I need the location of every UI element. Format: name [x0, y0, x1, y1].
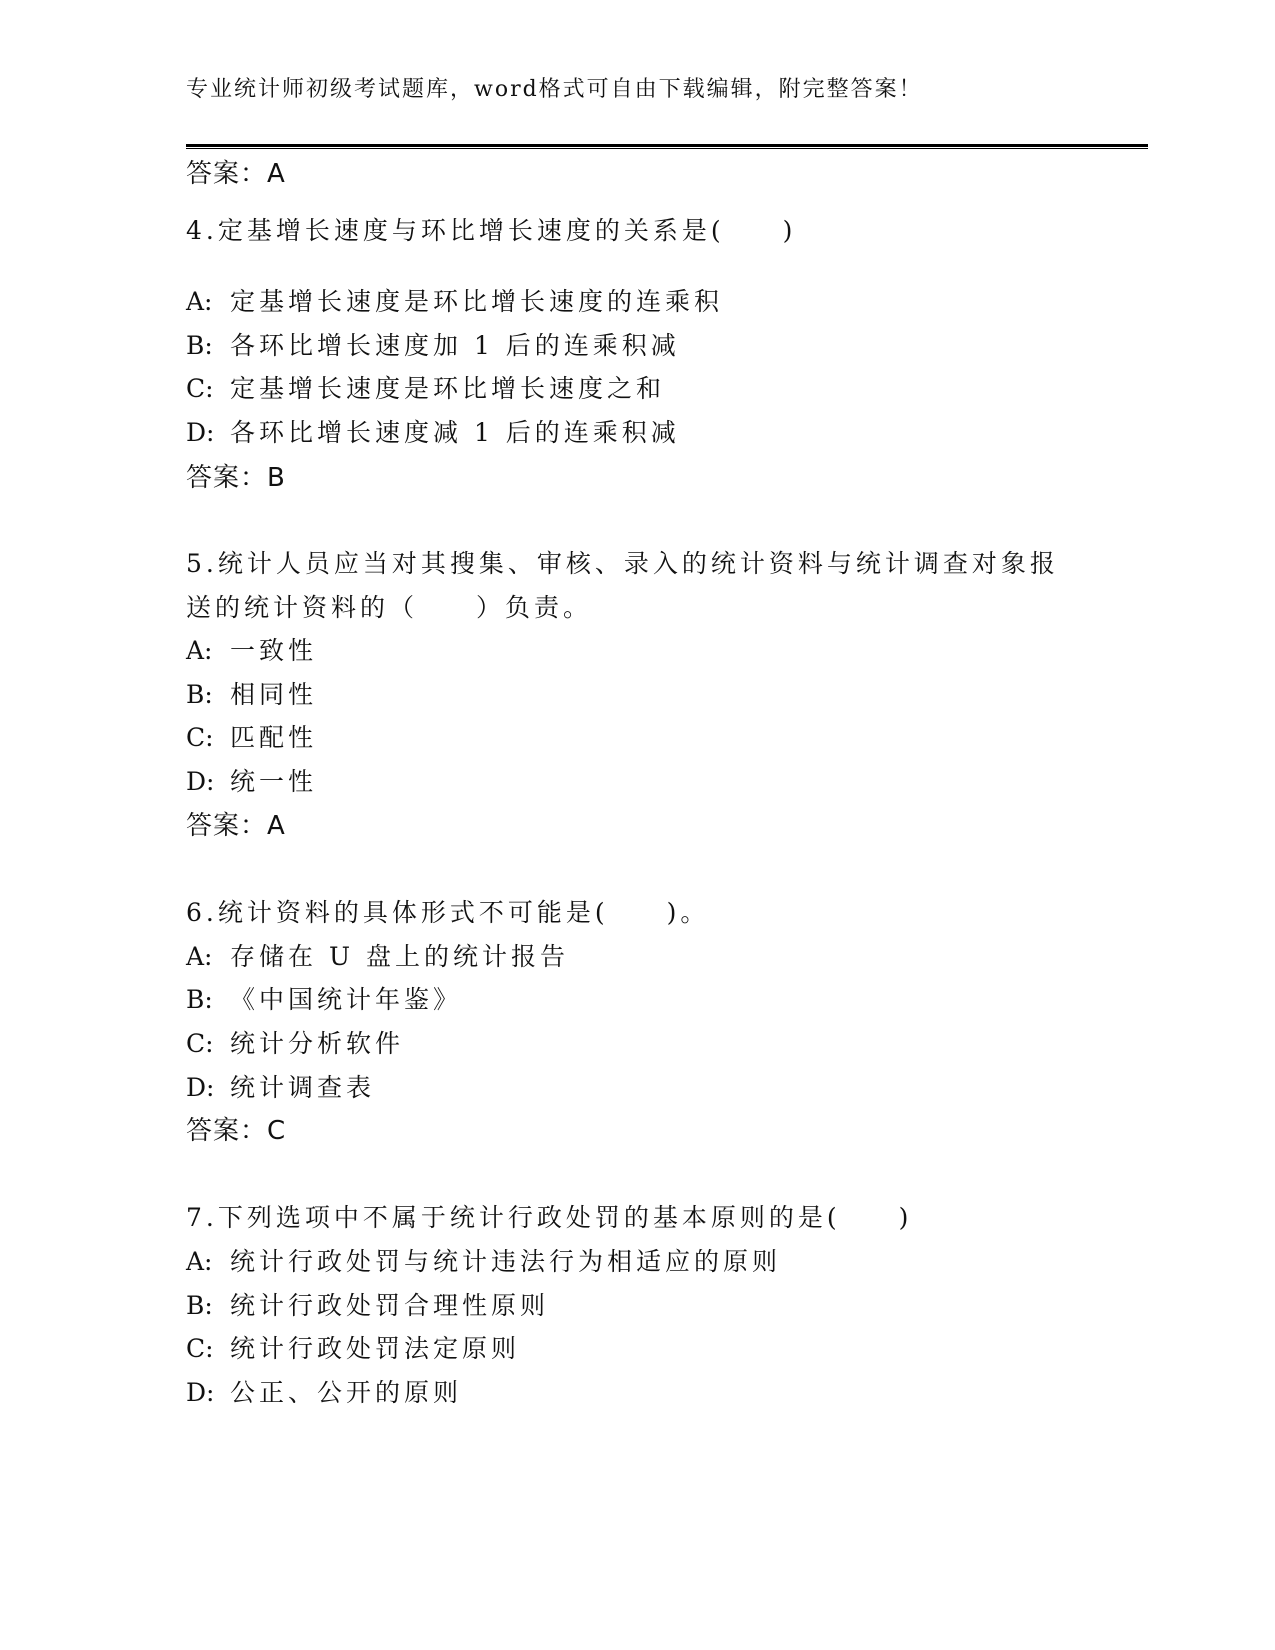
option-label: D:	[186, 418, 215, 447]
option-text: 统计分析软件	[230, 1029, 405, 1058]
question-6-option-b	[186, 983, 462, 1017]
question-6-option-a	[186, 940, 569, 974]
option-label: B:	[186, 331, 213, 360]
option-text: 一致性	[230, 636, 318, 665]
question-5-option-c	[186, 721, 317, 755]
answer-prev: 答案：A	[186, 159, 286, 189]
question-5-option-a	[186, 634, 317, 668]
option-label: B:	[186, 680, 213, 709]
question-4-option-c	[186, 372, 665, 406]
question-6-option-d	[186, 1071, 375, 1105]
question-7-option-d	[186, 1376, 462, 1410]
question-5-answer: 答案：A	[186, 811, 286, 841]
question-4-option-a	[186, 285, 723, 319]
option-text: 统计行政处罚与统计违法行为相适应的原则	[230, 1247, 782, 1276]
option-text: 存储在 U 盘上的统计报告	[230, 942, 569, 971]
option-text: 统计行政处罚合理性原则	[230, 1291, 550, 1320]
option-label: A:	[186, 287, 213, 316]
question-7-stem: 7.下列选项中不属于统计行政处罚的基本原则的是( )	[186, 1203, 913, 1232]
question-4-stem: 4.定基增长速度与环比增长速度的关系是( )	[186, 216, 797, 245]
option-text: 公正、公开的原则	[230, 1378, 463, 1407]
option-text: 统计行政处罚法定原则	[230, 1334, 521, 1363]
question-7-option-c	[186, 1332, 520, 1366]
question-4-answer: 答案：B	[186, 463, 286, 493]
question-7-option-a	[186, 1245, 781, 1279]
header-divider	[186, 144, 1148, 149]
option-text: 各环比增长速度减 1 后的连乘积减	[230, 418, 680, 447]
option-label: A:	[186, 1247, 213, 1276]
option-text: 各环比增长速度加 1 后的连乘积减	[230, 331, 680, 360]
question-4-option-d	[186, 416, 680, 450]
option-label: D:	[186, 1073, 215, 1102]
question-6-stem: 6.统计资料的具体形式不可能是( )。	[186, 898, 710, 927]
question-6-option-c	[186, 1027, 404, 1061]
option-text: 定基增长速度是环比增长速度的连乘积	[230, 287, 724, 316]
option-label: D:	[186, 1378, 215, 1407]
option-label: B:	[186, 985, 213, 1014]
option-label: C:	[186, 723, 214, 752]
option-text: 相同性	[230, 680, 318, 709]
option-text: 统一性	[230, 767, 318, 796]
option-label: C:	[186, 1029, 214, 1058]
question-4-option-b	[186, 329, 680, 363]
option-label: B:	[186, 1291, 213, 1320]
option-text: 匹配性	[230, 723, 318, 752]
question-5-option-d	[186, 765, 317, 799]
option-label: C:	[186, 374, 214, 403]
page-header: 专业统计师初级考试题库，word格式可自由下载编辑，附完整答案！	[186, 77, 923, 102]
question-6-answer: 答案：C	[186, 1116, 287, 1146]
option-text: 定基增长速度是环比增长速度之和	[230, 374, 666, 403]
option-label: A:	[186, 636, 213, 665]
question-7-option-b	[186, 1289, 549, 1323]
option-label: C:	[186, 1334, 214, 1363]
question-5-stem-line-2: 送的统计资料的（ ）负责。	[186, 593, 593, 622]
option-text: 统计调查表	[230, 1073, 376, 1102]
option-text: 《中国统计年鉴》	[230, 985, 463, 1014]
option-label: A:	[186, 942, 213, 971]
question-5-option-b	[186, 678, 317, 712]
question-5-stem-line-1: 5.统计人员应当对其搜集、审核、录入的统计资料与统计调查对象报	[186, 549, 1059, 578]
option-label: D:	[186, 767, 215, 796]
